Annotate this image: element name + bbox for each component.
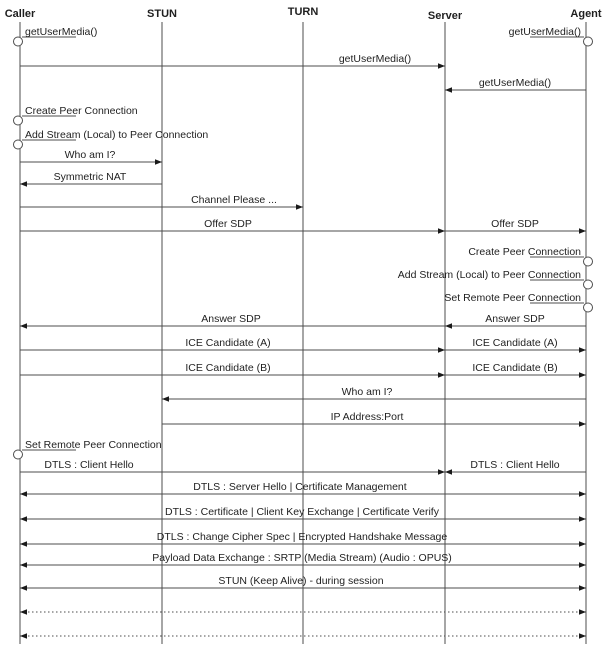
self-message-label: Add Stream (Local) to Peer Connection <box>25 129 209 141</box>
message-label: ICE Candidate (A) <box>185 337 271 349</box>
self-message-loop-icon <box>14 116 23 125</box>
arrowhead-icon <box>20 491 27 496</box>
self-message-label: Set Remote Peer Connection <box>444 292 581 304</box>
arrowhead-icon <box>438 228 445 233</box>
arrowhead-icon <box>579 516 586 521</box>
message-label: Offer SDP <box>491 218 539 230</box>
arrowhead-icon <box>20 562 27 567</box>
arrowhead-icon <box>20 585 27 590</box>
participant-label-server: Server <box>427 10 463 22</box>
message-label: Answer SDP <box>201 313 261 325</box>
self-message-label: getUserMedia() <box>508 26 581 38</box>
message-label: Offer SDP <box>204 218 252 230</box>
message-label: ICE Candidate (B) <box>472 362 558 374</box>
self-message-loop-icon <box>14 450 23 459</box>
arrowhead-icon <box>445 469 452 474</box>
arrowhead-icon <box>579 541 586 546</box>
arrowhead-icon <box>20 323 27 328</box>
self-message-loop-icon <box>584 280 593 289</box>
arrowhead-icon <box>296 204 303 209</box>
self-message-loop-icon <box>14 140 23 149</box>
participant-label-turn: TURN <box>287 6 319 18</box>
message-label: DTLS : Client Hello <box>470 459 560 471</box>
arrowhead-icon <box>20 516 27 521</box>
self-message-label: Add Stream (Local) to Peer Connection <box>397 269 581 281</box>
self-message-label: Set Remote Peer Connection <box>25 439 162 451</box>
arrowhead-icon <box>20 609 27 614</box>
arrowhead-icon <box>20 181 27 186</box>
arrowhead-icon <box>20 541 27 546</box>
arrowhead-icon <box>162 396 169 401</box>
arrowhead-icon <box>579 609 586 614</box>
participant-label-caller: Caller <box>4 8 36 20</box>
arrowhead-icon <box>438 372 445 377</box>
message-label: Who am I? <box>341 386 393 398</box>
message-label: ICE Candidate (B) <box>185 362 271 374</box>
arrowhead-icon <box>155 159 162 164</box>
arrowhead-icon <box>579 228 586 233</box>
arrowhead-icon <box>579 347 586 352</box>
arrowhead-icon <box>438 469 445 474</box>
message-label: DTLS : Server Hello | Certificate Management <box>193 481 407 493</box>
arrowhead-icon <box>579 372 586 377</box>
self-message-loop-icon <box>14 37 23 46</box>
arrowhead-icon <box>438 63 445 68</box>
message-label: IP Address:Port <box>330 411 404 423</box>
participant-label-agent: Agent <box>570 8 602 20</box>
arrowhead-icon <box>579 562 586 567</box>
message-label: Answer SDP <box>485 313 545 325</box>
message-label: Who am I? <box>64 149 116 161</box>
message-label: DTLS : Client Hello <box>44 459 134 471</box>
self-message-label: Create Peer Connection <box>25 105 138 117</box>
arrowhead-icon <box>438 347 445 352</box>
message-label: DTLS : Change Cipher Spec | Encrypted Handshake Message <box>156 531 448 543</box>
message-label: Payload Data Exchange : SRTP (Media Stream) (Audio : OPUS) <box>152 552 452 564</box>
arrowhead-icon <box>579 585 586 590</box>
self-message-label: getUserMedia() <box>25 26 98 38</box>
arrowhead-icon <box>579 633 586 638</box>
arrowhead-icon <box>445 323 452 328</box>
message-label: Symmetric NAT <box>53 171 127 183</box>
participant-label-stun: STUN <box>147 8 177 20</box>
self-message-loop-icon <box>584 37 593 46</box>
message-label: getUserMedia() <box>478 77 552 89</box>
arrowhead-icon <box>445 87 452 92</box>
self-message-label: Create Peer Connection <box>468 246 581 258</box>
arrowhead-icon <box>579 491 586 496</box>
message-label: Channel Please ... <box>191 194 277 206</box>
arrowhead-icon <box>579 421 586 426</box>
message-label: DTLS : Certificate | Client Key Exchange | Certificate Verify <box>165 506 439 518</box>
arrowhead-icon <box>20 633 27 638</box>
message-label: getUserMedia() <box>338 53 412 65</box>
self-message-loop-icon <box>584 303 593 312</box>
message-label: ICE Candidate (A) <box>472 337 558 349</box>
self-message-loop-icon <box>584 257 593 266</box>
message-label: STUN (Keep Alive) - during session <box>218 575 384 587</box>
